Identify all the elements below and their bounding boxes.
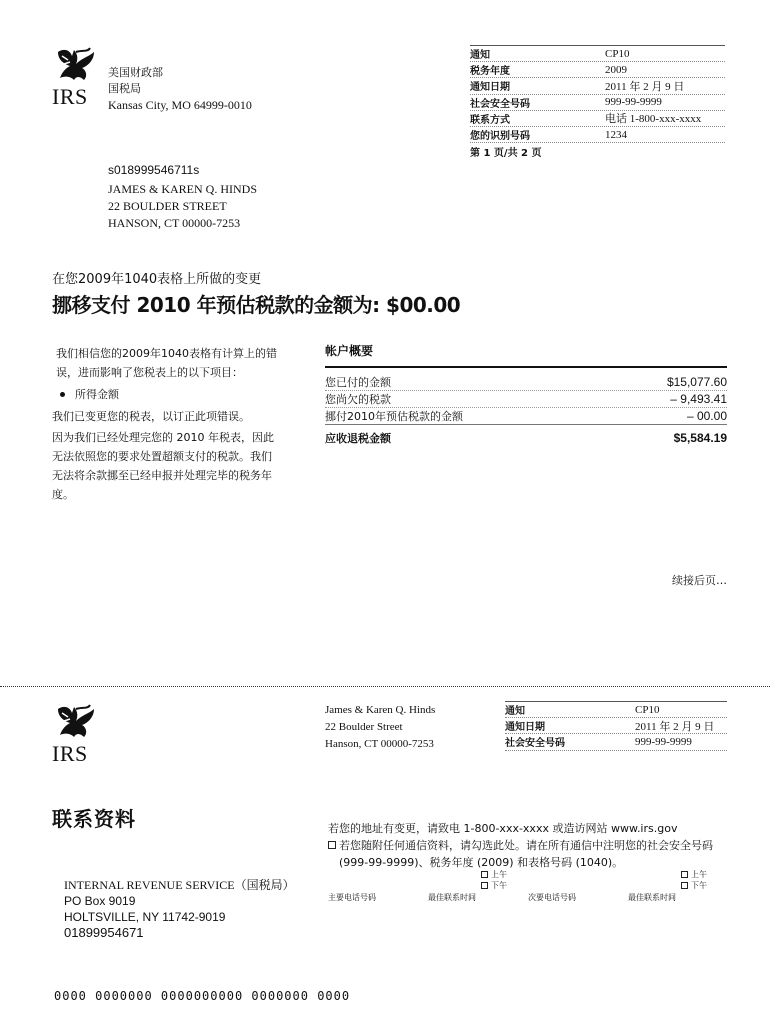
address-line: 22 Boulder Street — [325, 721, 403, 733]
info-value: 电话 1-800-xxx-xxxx — [605, 113, 702, 126]
row-label: 您尚欠的税款 — [325, 393, 391, 406]
mail-barcode-code: s018999546711s — [108, 163, 200, 177]
account-row — [325, 374, 727, 391]
info-value: 1234 — [605, 128, 627, 141]
paragraph: 我们已变更您的税表，以订正此项错误。 — [52, 410, 250, 423]
scan-line: 0000 0000000 0000000000 0000000 0000 — [54, 989, 351, 1003]
irs-logo-stub — [52, 703, 98, 765]
info-row — [470, 62, 725, 78]
info-row — [470, 95, 725, 111]
total-label: 应收退税金额 — [325, 432, 391, 445]
info-value: CP10 — [605, 47, 630, 60]
account-total-row — [325, 430, 727, 446]
info-row — [470, 78, 725, 94]
agency-line: 美国财政部 — [108, 66, 163, 79]
row-label: 挪付2010年预估税款的金额 — [325, 410, 463, 423]
row-amount: $15,077.60 — [666, 375, 727, 389]
primary-phone-label: 主要电话号码 — [328, 893, 376, 902]
am-option[interactable] — [481, 869, 507, 880]
row-amount: – 00.00 — [686, 409, 727, 423]
info-value: CP10 — [635, 703, 660, 716]
stub-taxpayer-address — [325, 702, 435, 753]
correspondence-checkbox[interactable] — [328, 841, 336, 849]
am-label: 上午 — [491, 870, 507, 879]
correspondence-instruction: 若您随附任何通信资料，请勾选此处。请在所有通信中注明您的社会安全号码 (999-99-9999)、税务年度 (2009) 和表格号码 (1040)。 — [339, 839, 713, 869]
paragraph: 因为我们已经处理完您的 2010 年税表，因此无法依照您的要求处置超额支付的税款。我们无法将余款挪至已经申报并处理完毕的税务年度。 — [52, 431, 274, 501]
perforation-line — [0, 686, 770, 687]
info-label: 税务年度 — [470, 66, 510, 78]
info-value: 2009 — [605, 63, 627, 76]
pm-label: 下午 — [491, 881, 507, 890]
am-checkbox[interactable] — [481, 871, 488, 878]
info-label: 通知日期 — [505, 722, 545, 734]
info-label: 社会安全号码 — [470, 98, 530, 110]
address-line: Hanson, CT 00000-7253 — [325, 738, 434, 750]
time-options-1 — [481, 869, 507, 891]
address-change-instruction: 若您的地址有变更，请致电 1-800-xxx-xxxx 或造访网站 www.irs.gov — [328, 822, 678, 835]
address-line: 22 BOULDER STREET — [108, 199, 227, 213]
info-label: 您的识别号码 — [470, 131, 530, 143]
account-summary-title: 帐户概要 — [325, 344, 374, 358]
stub-info-table — [505, 701, 727, 751]
agency-address — [108, 65, 252, 113]
info-row — [470, 127, 725, 143]
info-row — [505, 702, 727, 718]
account-summary — [325, 342, 727, 446]
best-time-label-2: 最佳联系时间 — [628, 893, 676, 902]
am-checkbox[interactable] — [681, 871, 688, 878]
body-text — [52, 344, 277, 504]
address-line: James & Karen Q. Hinds — [325, 704, 436, 716]
intro-paragraph: 我们相信您的2009年1040表格有计算上的错误，进而影响了您税表上的以下项目： — [56, 347, 277, 379]
agency-line: Kansas City, MO 64999-0010 — [108, 98, 252, 112]
total-amount: $5,584.19 — [673, 431, 727, 445]
address-line: 01899954671 — [64, 925, 144, 940]
irs-eagle-icon — [52, 703, 98, 743]
notice-info-table — [470, 45, 725, 159]
am-label: 上午 — [691, 870, 707, 879]
info-label: 通知 — [505, 706, 525, 718]
secondary-phone-label: 次要电话号码 — [528, 893, 576, 902]
bullet-text: 所得金额 — [75, 388, 119, 401]
info-value: 2011 年 2 月 9 日 — [605, 80, 685, 93]
notice-subtitle: 在您2009年1040表格上所做的变更 — [52, 272, 262, 287]
info-row — [470, 111, 725, 127]
irs-return-address — [64, 877, 295, 941]
contact-instructions — [328, 820, 728, 871]
address-line: INTERNAL REVENUE SERVICE（国税局） — [64, 878, 295, 892]
pm-option[interactable] — [481, 880, 507, 891]
info-row — [505, 718, 727, 734]
row-amount: – 9,493.41 — [670, 392, 727, 406]
time-options-2 — [681, 869, 707, 891]
info-label: 社会安全号码 — [505, 738, 565, 750]
info-row — [470, 143, 725, 159]
bullet-dot — [60, 392, 65, 397]
address-line: JAMES & KAREN Q. HINDS — [108, 182, 258, 196]
info-label: 通知日期 — [470, 82, 510, 94]
correspondence-row — [328, 837, 728, 871]
mailing-address — [108, 181, 257, 232]
notice-title: 挪移支付 2010 年预估税款的金额为: $00.00 — [52, 293, 461, 317]
address-line: PO Box 9019 — [64, 894, 136, 908]
am-option[interactable] — [681, 869, 707, 880]
pm-checkbox[interactable] — [481, 882, 488, 889]
logo-text: IRS — [52, 84, 88, 109]
account-row — [325, 408, 727, 425]
info-row — [470, 46, 725, 62]
logo-text: IRS — [52, 741, 88, 766]
page-indicator: 第 1 页/共 2 页 — [470, 147, 542, 159]
account-row — [325, 391, 727, 408]
info-label: 联系方式 — [470, 114, 510, 126]
address-line: HOLTSVILLE, NY 11742-9019 — [64, 910, 226, 924]
divider — [325, 366, 727, 368]
info-label: 通知 — [470, 50, 490, 62]
pm-option[interactable] — [681, 880, 707, 891]
irs-eagle-icon — [52, 46, 98, 86]
continued-note: 续接后页… — [672, 574, 727, 587]
best-time-label: 最佳联系时间 — [428, 893, 476, 902]
info-value: 999-99-9999 — [635, 735, 692, 748]
address-line: HANSON, CT 00000-7253 — [108, 216, 241, 230]
pm-label: 下午 — [691, 881, 707, 890]
agency-line: 国税局 — [108, 82, 141, 95]
bullet-item — [52, 385, 277, 404]
info-row — [505, 734, 727, 750]
pm-checkbox[interactable] — [681, 882, 688, 889]
row-label: 您已付的金额 — [325, 376, 391, 389]
irs-logo — [52, 46, 98, 108]
contact-title: 联系资料 — [52, 807, 136, 831]
info-value: 999-99-9999 — [605, 96, 662, 109]
info-value: 2011 年 2 月 9 日 — [635, 720, 715, 733]
